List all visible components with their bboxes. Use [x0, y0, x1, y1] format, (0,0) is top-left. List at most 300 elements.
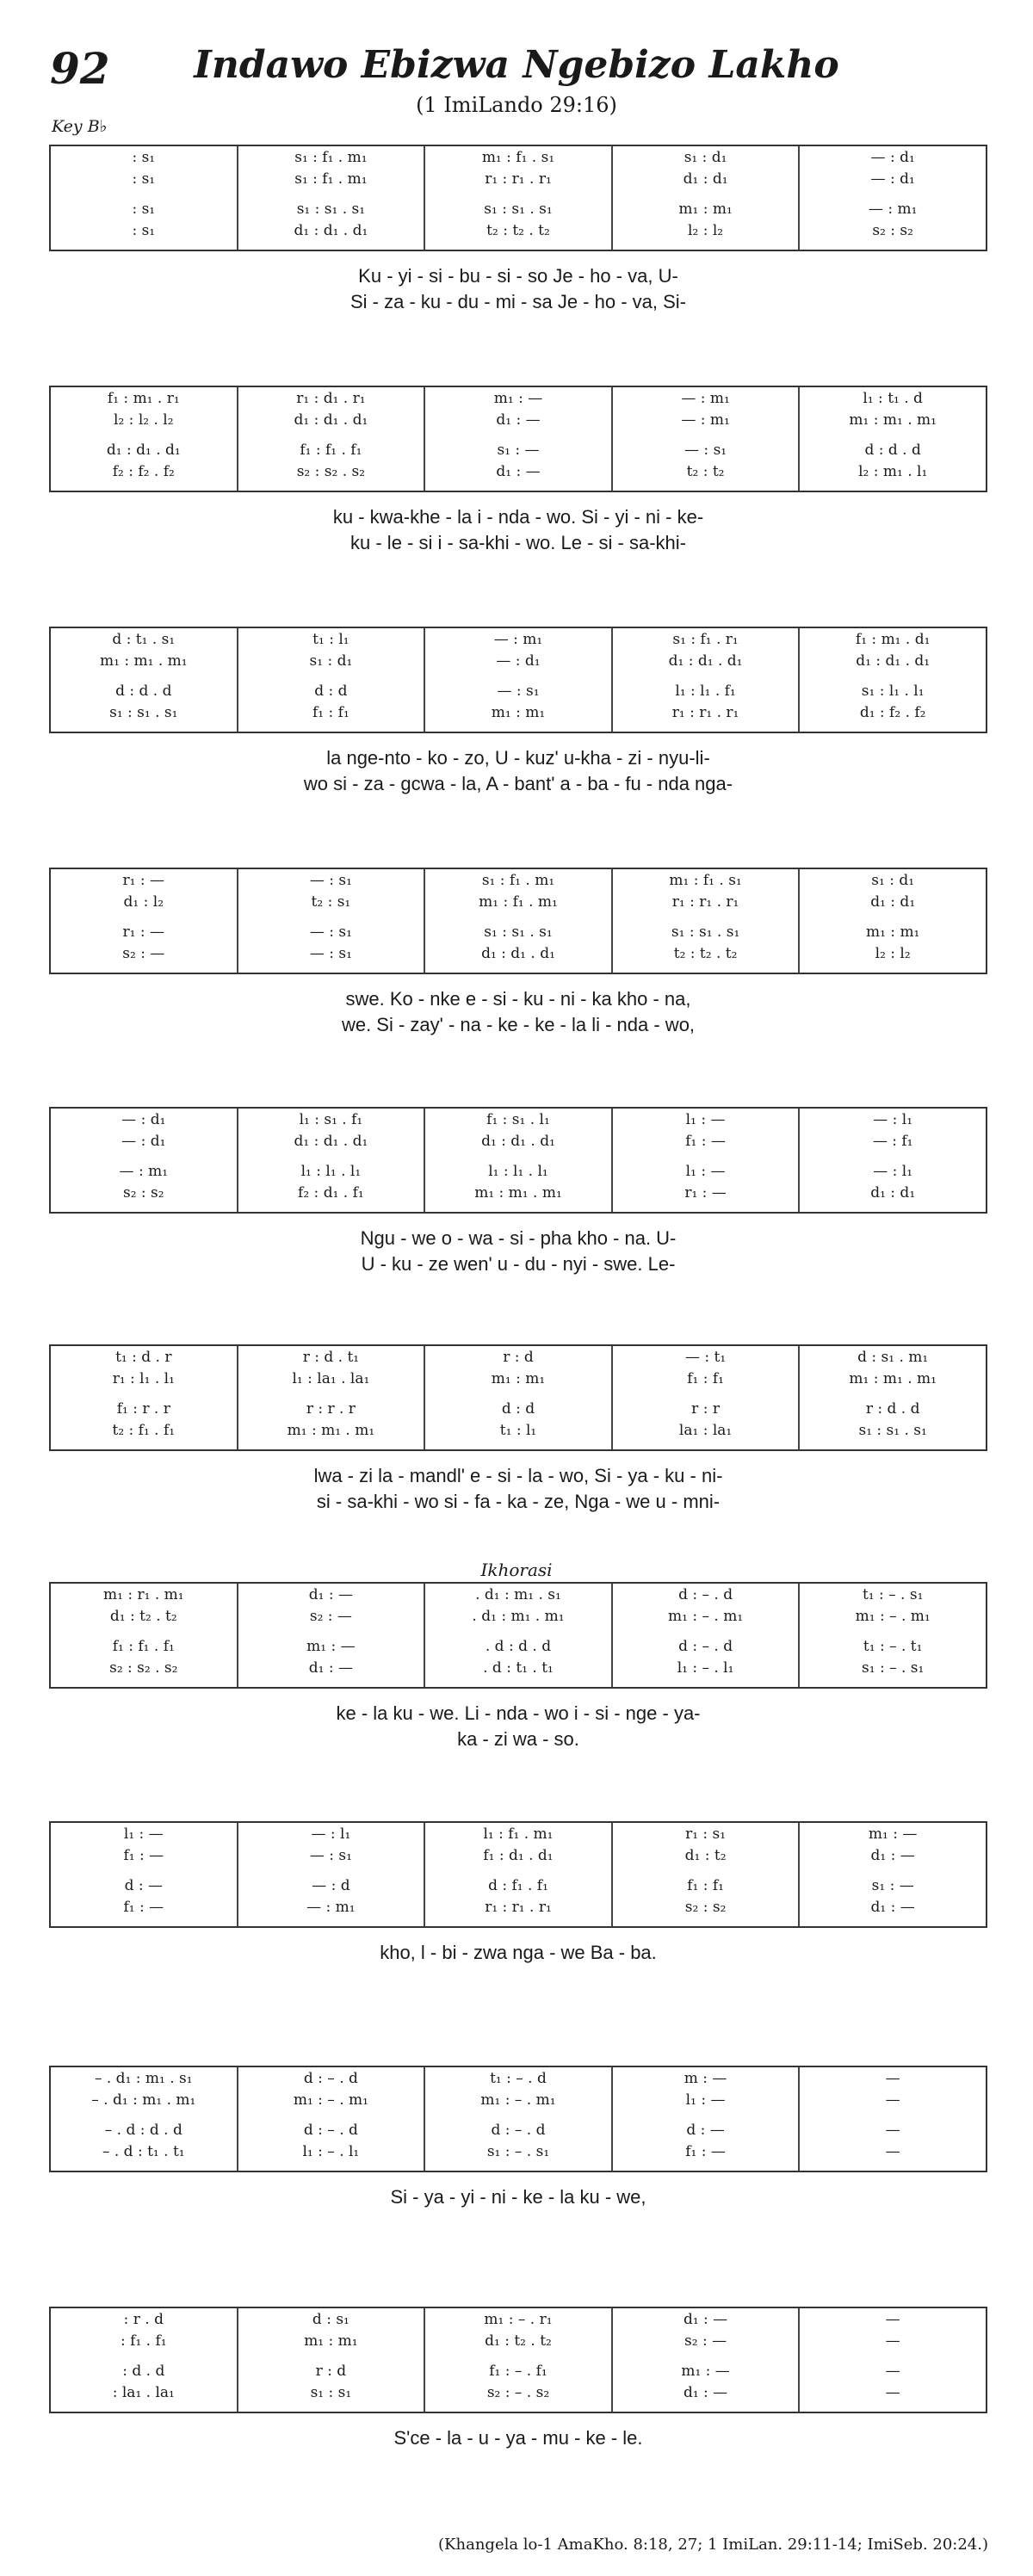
voice-part-alto: r₁ : r₁ . r₁	[671, 893, 739, 911]
voice-part-bass: r₁ : r₁ . r₁	[485, 1898, 552, 1916]
voice-part-bass: s₂ : s₂ . s₂	[296, 462, 366, 480]
voice-part-alto: d₁ : d₁	[870, 893, 916, 911]
voice-part-tenor: — : s₁	[684, 441, 727, 459]
voice-part-soprano: s₁ : f₁ . m₁	[294, 148, 368, 166]
voice-part-bass: l₁ : – . l₁	[302, 2142, 360, 2160]
music-system	[49, 1107, 987, 1277]
measure	[424, 1109, 611, 1212]
voice-part-soprano: s₁ : f₁ . m₁	[481, 871, 555, 889]
voice-part-bass: l₂ : m₁ . l₁	[858, 462, 928, 480]
voice-part-alto: d₁ : —	[496, 411, 541, 429]
voice-part-soprano: f₁ : m₁ . d₁	[855, 630, 931, 648]
lyric-line: Si - ya - yi - ni - ke - la ku - we,	[390, 2186, 646, 2208]
voice-part-soprano: t₁ : d . r	[115, 1348, 172, 1366]
voice-part-tenor: d : – . d	[303, 2121, 358, 2139]
hymn-title: Indawo Ebizwa Ngebizo Lakho	[194, 43, 839, 87]
voice-part-tenor: : d . d	[122, 2362, 165, 2380]
voice-part-bass: r₁ : r₁ . r₁	[671, 703, 739, 721]
voice-part-soprano: —	[885, 2310, 900, 2328]
measure	[424, 2308, 611, 2412]
voice-part-alto: : s₁	[132, 170, 156, 188]
voice-part-tenor: r : d . d	[865, 1399, 920, 1418]
voice-part-bass: f₂ : f₂ . f₂	[112, 462, 175, 480]
measure	[611, 1584, 799, 1687]
lyric-line: si - sa-khi - wo si - fa - ka - ze, Nga - we u - mni-	[316, 1491, 721, 1512]
voice-part-tenor: f₁ : r . r	[116, 1399, 170, 1418]
voice-part-bass: s₂ : s₂	[872, 221, 913, 239]
music-system	[49, 386, 987, 556]
voice-part-soprano: m₁ : f₁ . s₁	[481, 148, 555, 166]
measure	[611, 1109, 799, 1212]
measure	[798, 2067, 986, 2171]
voice-part-tenor: —	[885, 2362, 900, 2380]
voice-part-bass: d₁ : —	[308, 1659, 353, 1677]
lyrics-block	[49, 1463, 987, 1515]
voice-part-soprano: . d₁ : m₁ . s₁	[475, 1585, 561, 1603]
voice-part-soprano: r : d	[503, 1348, 534, 1366]
voice-part-alto: — : d₁	[496, 652, 541, 670]
measure	[51, 1109, 237, 1212]
voice-part-bass: l₂ : l₂	[875, 944, 911, 962]
solfa-staff	[49, 1821, 987, 1928]
voice-part-bass: s₂ : s₂	[122, 1183, 164, 1202]
voice-part-bass: r₁ : —	[684, 1183, 727, 1202]
voice-part-soprano: — : m₁	[493, 630, 543, 648]
voice-part-soprano: s₁ : f₁ . r₁	[672, 630, 739, 648]
voice-part-soprano: — : d₁	[870, 148, 915, 166]
measure	[798, 1109, 986, 1212]
voice-part-alto: m₁ : m₁ . m₁	[849, 1369, 937, 1387]
voice-part-tenor: f₁ : – . f₁	[489, 2362, 547, 2380]
footnote-references: (Khangela lo-1 AmaKho. 8:18, 27; 1 ImiLan. 29:11-14; ImiSeb. 20:24.)	[438, 2536, 988, 2554]
voice-part-alto: —	[885, 2091, 900, 2109]
voice-part-bass: s₁ : – . s₁	[862, 1659, 925, 1677]
voice-part-tenor: s₁ : s₁ . s₁	[671, 923, 740, 941]
music-system	[49, 2307, 987, 2451]
voice-part-bass: s₂ : s₂	[684, 1898, 727, 1916]
measure	[611, 1346, 799, 1449]
voice-part-alto: d₁ : d₁ . d₁	[294, 411, 368, 429]
voice-part-soprano: l₁ : s₁ . f₁	[299, 1110, 363, 1128]
voice-part-alto: d₁ : d₁ . d₁	[668, 652, 743, 670]
measure	[798, 1346, 986, 1449]
voice-part-alto: m₁ : – . m₁	[293, 2091, 368, 2109]
voice-part-alto: f₁ : —	[123, 1846, 164, 1864]
voice-part-tenor: – . d : d . d	[104, 2121, 182, 2139]
measure	[798, 1584, 986, 1687]
measure	[611, 869, 799, 973]
voice-part-tenor: d : —	[686, 2121, 725, 2139]
voice-part-bass: s₁ : s₁ . s₁	[109, 703, 178, 721]
voice-part-alto: d₁ : l₂	[123, 893, 164, 911]
voice-part-alto: — : d₁	[870, 170, 915, 188]
voice-part-soprano: — : d₁	[121, 1110, 166, 1128]
measure	[51, 869, 237, 973]
voice-part-bass: l₂ : l₂	[688, 221, 724, 239]
voice-part-bass: d₁ : —	[496, 462, 541, 480]
voice-part-soprano: l₁ : —	[685, 1110, 726, 1128]
measure	[798, 146, 986, 250]
voice-part-tenor: — : d	[312, 1876, 350, 1894]
voice-part-bass: s₂ : – . s₂	[486, 2383, 550, 2401]
hymn-scripture-reference: (1 ImiLando 29:16)	[416, 93, 617, 117]
voice-part-alto: d₁ : t₂ . t₂	[109, 1607, 177, 1625]
voice-part-soprano: d : – . d	[678, 1585, 733, 1603]
voice-part-alto: – . d₁ : m₁ . m₁	[91, 2091, 196, 2109]
voice-part-tenor: l₁ : —	[685, 1162, 726, 1180]
voice-part-bass: f₁ : —	[123, 1898, 164, 1916]
lyrics-block	[49, 2184, 987, 2210]
music-system	[49, 627, 987, 797]
voice-part-bass: —	[885, 2142, 900, 2160]
measure	[51, 146, 237, 250]
voice-part-soprano: s₁ : d₁	[684, 148, 727, 166]
voice-part-alto: s₂ : —	[309, 1607, 352, 1625]
voice-part-soprano: m₁ : – . r₁	[484, 2310, 553, 2328]
voice-part-soprano: — : l₁	[311, 1825, 351, 1843]
voice-part-alto: r₁ : r₁ . r₁	[485, 170, 552, 188]
voice-part-soprano: d₁ : —	[683, 2310, 728, 2328]
voice-part-alto: s₂ : —	[684, 2332, 727, 2350]
measure	[51, 2308, 237, 2412]
voice-part-soprano: : s₁	[132, 148, 156, 166]
voice-part-alto: m₁ : m₁ . m₁	[100, 652, 188, 670]
voice-part-tenor: d : d . d	[864, 441, 921, 459]
voice-part-soprano: m : —	[684, 2069, 727, 2087]
measure	[798, 387, 986, 491]
solfa-staff	[49, 145, 987, 251]
voice-part-tenor: f₁ : f₁ . f₁	[300, 441, 362, 459]
voice-part-tenor: l₁ : l₁ . l₁	[300, 1162, 362, 1180]
measure	[237, 628, 424, 732]
voice-part-tenor: — : m₁	[868, 200, 918, 218]
lyric-line: Ngu - we o - wa - si - pha kho - na. U-	[360, 1227, 677, 1249]
voice-part-alto: — : d₁	[121, 1132, 166, 1150]
voice-part-soprano: f₁ : s₁ . l₁	[486, 1110, 550, 1128]
voice-part-tenor: l₁ : l₁ . l₁	[488, 1162, 548, 1180]
measure	[611, 146, 799, 250]
lyric-line: S'ce - la - u - ya - mu - ke - le.	[393, 2427, 643, 2449]
voice-part-soprano: r₁ : —	[122, 871, 165, 889]
voice-part-alto: s₁ : f₁ . m₁	[294, 170, 368, 188]
voice-part-tenor: : s₁	[132, 200, 156, 218]
voice-part-tenor: s₁ : s₁ . s₁	[484, 923, 553, 941]
measure	[424, 1823, 611, 1926]
lyric-line: ku - kwa-khe - la i - nda - wo. Si - yi - ni - ke-	[332, 506, 704, 528]
voice-part-alto: s₁ : d₁	[309, 652, 353, 670]
lyrics-block	[49, 2425, 987, 2451]
measure	[51, 387, 237, 491]
voice-part-soprano: t₁ : l₁	[312, 630, 349, 648]
voice-part-tenor: l₁ : l₁ . f₁	[675, 682, 736, 700]
solfa-staff	[49, 868, 987, 974]
voice-part-soprano: t₁ : – . d	[490, 2069, 547, 2087]
measure	[237, 1109, 424, 1212]
voice-part-soprano: l₁ : t₁ . d	[863, 389, 923, 407]
voice-part-tenor: r : r . r	[306, 1399, 356, 1418]
voice-part-soprano: l₁ : —	[123, 1825, 164, 1843]
voice-part-tenor: m₁ : —	[681, 2362, 730, 2380]
voice-part-soprano: r₁ : s₁	[685, 1825, 727, 1843]
voice-part-alto: —	[885, 2332, 900, 2350]
lyrics-block	[49, 1940, 987, 1966]
music-system	[49, 868, 987, 1038]
voice-part-tenor: m₁ : m₁	[678, 200, 733, 218]
voice-part-bass: m₁ : m₁ . m₁	[287, 1421, 375, 1439]
measure	[424, 869, 611, 973]
voice-part-alto: m₁ : – . m₁	[855, 1607, 931, 1625]
voice-part-tenor: d₁ : d₁ . d₁	[106, 441, 181, 459]
voice-part-soprano: s₁ : d₁	[871, 871, 915, 889]
measure	[51, 628, 237, 732]
voice-part-alto: r₁ : l₁ . l₁	[112, 1369, 175, 1387]
key-signature: Key B♭	[52, 117, 108, 136]
voice-part-tenor: — : l₁	[873, 1162, 913, 1180]
voice-part-bass: f₁ : f₁	[312, 703, 349, 721]
voice-part-alto: d₁ : t₂	[684, 1846, 727, 1864]
solfa-staff	[49, 2066, 987, 2172]
voice-part-soprano: d : – . d	[303, 2069, 358, 2087]
voice-part-alto: d₁ : —	[870, 1846, 915, 1864]
voice-part-alto: : f₁ . f₁	[121, 2332, 167, 2350]
voice-part-tenor: d : f₁ . f₁	[488, 1876, 548, 1894]
voice-part-soprano: — : t₁	[684, 1348, 727, 1366]
voice-part-tenor: r : d	[315, 2362, 347, 2380]
voice-part-bass: d₁ : —	[870, 1898, 915, 1916]
voice-part-bass: s₁ : s₁ . s₁	[858, 1421, 927, 1439]
voice-part-soprano: – . d₁ : m₁ . s₁	[94, 2069, 193, 2087]
voice-part-bass: d₁ : d₁ . d₁	[481, 944, 555, 962]
voice-part-tenor: r : r	[691, 1399, 720, 1418]
music-system	[49, 2066, 987, 2210]
voice-part-soprano: l₁ : f₁ . m₁	[483, 1825, 554, 1843]
voice-part-alto: t₂ : s₁	[311, 893, 351, 911]
voice-part-alto: m₁ : – . m₁	[668, 1607, 744, 1625]
measure	[51, 1823, 237, 1926]
voice-part-alto: m₁ : m₁	[491, 1369, 546, 1387]
lyrics-block	[49, 745, 987, 797]
voice-part-bass: t₂ : t₂	[686, 462, 725, 480]
measure	[237, 1823, 424, 1926]
solfa-staff	[49, 2307, 987, 2413]
voice-part-tenor: s₁ : —	[497, 441, 540, 459]
voice-part-bass: t₂ : t₂ . t₂	[486, 221, 550, 239]
voice-part-soprano: m₁ : —	[868, 1825, 918, 1843]
voice-part-tenor: —	[885, 2121, 900, 2139]
voice-part-alto: f₁ : —	[685, 1132, 726, 1150]
voice-part-bass: m₁ : m₁	[491, 703, 546, 721]
lyric-line: kho, l - bi - zwa nga - we Ba - ba.	[380, 1942, 657, 1963]
solfa-staff	[49, 1582, 987, 1689]
music-system	[49, 1821, 987, 1966]
voice-part-tenor: d : d . d	[115, 682, 172, 700]
voice-part-bass: f₂ : d₁ . f₁	[298, 1183, 364, 1202]
voice-part-alto: l₂ : l₂ . l₂	[114, 411, 174, 429]
voice-part-alto: f₁ : d₁ . d₁	[483, 1846, 554, 1864]
measure	[798, 869, 986, 973]
lyrics-block	[49, 986, 987, 1038]
voice-part-tenor: r₁ : —	[122, 923, 165, 941]
voice-part-tenor: — : s₁	[497, 682, 540, 700]
lyric-line: ku - le - si i - sa-khi - wo. Le - si - sa-khi-	[350, 532, 686, 553]
voice-part-tenor: d : —	[124, 1876, 163, 1894]
voice-part-alto: m₁ : m₁ . m₁	[849, 411, 937, 429]
measure	[611, 387, 799, 491]
music-system	[49, 1344, 987, 1515]
measure	[237, 1584, 424, 1687]
measure	[424, 1346, 611, 1449]
lyric-line: ke - la ku - we. Li - nda - wo i - si - nge - ya-	[336, 1702, 701, 1724]
voice-part-soprano: — : l₁	[873, 1110, 913, 1128]
measure	[237, 869, 424, 973]
measure	[51, 1346, 237, 1449]
measure	[424, 1584, 611, 1687]
lyric-line: swe. Ko - nke e - si - ku - ni - ka kho - na,	[345, 988, 691, 1010]
voice-part-bass: — : s₁	[309, 944, 352, 962]
voice-part-soprano: d : s₁	[312, 2310, 349, 2328]
voice-part-alto: m₁ : m₁	[304, 2332, 358, 2350]
voice-part-alto: d₁ : d₁ . d₁	[856, 652, 931, 670]
voice-part-tenor: d : – . d	[491, 2121, 546, 2139]
voice-part-alto: m₁ : – . m₁	[480, 2091, 556, 2109]
music-system	[49, 145, 987, 315]
measure	[237, 1346, 424, 1449]
voice-part-alto: d₁ : d₁ . d₁	[481, 1132, 555, 1150]
lyrics-block	[49, 504, 987, 556]
voice-part-soprano: d₁ : —	[308, 1585, 353, 1603]
voice-part-alto: . d₁ : m₁ . m₁	[472, 1607, 565, 1625]
voice-part-soprano: m₁ : r₁ . m₁	[103, 1585, 184, 1603]
hymn-number: 92	[50, 43, 110, 94]
voice-part-alto: f₁ : f₁	[687, 1369, 724, 1387]
voice-part-tenor: — : s₁	[309, 923, 352, 941]
measure	[424, 387, 611, 491]
measure	[237, 387, 424, 491]
solfa-staff	[49, 1344, 987, 1451]
voice-part-bass: la₁ : la₁	[678, 1421, 733, 1439]
voice-part-bass: : s₁	[132, 221, 156, 239]
measure	[798, 628, 986, 732]
voice-part-bass: d₁ : f₂ . f₂	[859, 703, 926, 721]
voice-part-alto: — : m₁	[681, 411, 730, 429]
solfa-staff	[49, 627, 987, 733]
voice-part-tenor: m₁ : —	[306, 1637, 356, 1655]
measure	[611, 2308, 799, 2412]
lyrics-block	[49, 1701, 987, 1752]
solfa-staff	[49, 386, 987, 492]
voice-part-tenor: d : d	[501, 1399, 535, 1418]
voice-part-soprano: d : s₁ . m₁	[857, 1348, 929, 1366]
voice-part-bass: f₁ : —	[685, 2142, 726, 2160]
voice-part-tenor: f₁ : f₁ . f₁	[112, 1637, 175, 1655]
lyrics-block	[49, 1226, 987, 1277]
voice-part-tenor: — : m₁	[119, 1162, 169, 1180]
voice-part-soprano: m₁ : f₁ . s₁	[669, 871, 742, 889]
voice-part-tenor: . d : d . d	[485, 1637, 552, 1655]
measure	[611, 2067, 799, 2171]
voice-part-tenor: s₁ : s₁ . s₁	[296, 200, 366, 218]
voice-part-bass: t₁ : l₁	[499, 1421, 537, 1439]
voice-part-bass: — : m₁	[306, 1898, 356, 1916]
voice-part-soprano: d : t₁ . s₁	[112, 630, 176, 648]
measure	[611, 628, 799, 732]
voice-part-bass: m₁ : m₁ . m₁	[474, 1183, 562, 1202]
voice-part-alto: m₁ : f₁ . m₁	[479, 893, 558, 911]
voice-part-bass: d₁ : —	[683, 2383, 728, 2401]
voice-part-bass: s₂ : s₂ . s₂	[109, 1659, 178, 1677]
lyric-line: U - ku - ze wen' u - du - nyi - swe. Le-	[361, 1253, 676, 1275]
voice-part-soprano: r : d . t₁	[302, 1348, 360, 1366]
lyric-line: wo si - za - gcwa - la, A - bant' a - ba - fu - nda nga-	[303, 773, 733, 794]
voice-part-soprano: — : s₁	[309, 871, 352, 889]
voice-part-bass: . d : t₁ . t₁	[483, 1659, 554, 1677]
lyric-line: Ku - yi - si - bu - si - so Je - ho - va, U-	[358, 265, 678, 287]
voice-part-bass: : la₁ . la₁	[112, 2383, 175, 2401]
measure	[237, 2308, 424, 2412]
voice-part-tenor: s₁ : l₁ . l₁	[861, 682, 925, 700]
voice-part-tenor: f₁ : f₁	[687, 1876, 724, 1894]
voice-part-alto: — : s₁	[309, 1846, 352, 1864]
voice-part-soprano: —	[885, 2069, 900, 2087]
voice-part-soprano: : r . d	[123, 2310, 164, 2328]
voice-part-tenor: d : – . d	[678, 1637, 733, 1655]
measure	[237, 2067, 424, 2171]
voice-part-tenor: s₁ : —	[871, 1876, 914, 1894]
voice-part-soprano: t₁ : – . s₁	[862, 1585, 924, 1603]
voice-part-bass: t₂ : t₂ . t₂	[673, 944, 738, 962]
measure	[424, 146, 611, 250]
voice-part-bass: s₁ : s₁	[310, 2383, 352, 2401]
measure	[51, 2067, 237, 2171]
voice-part-bass: – . d : t₁ . t₁	[102, 2142, 185, 2160]
voice-part-soprano: r₁ : d₁ . r₁	[296, 389, 366, 407]
voice-part-bass: d₁ : d₁ . d₁	[294, 221, 368, 239]
voice-part-tenor: t₁ : – . t₁	[863, 1637, 923, 1655]
voice-part-alto: — : f₁	[872, 1132, 913, 1150]
measure	[424, 2067, 611, 2171]
voice-part-tenor: s₁ : s₁ . s₁	[484, 200, 553, 218]
measure	[611, 1823, 799, 1926]
voice-part-soprano: f₁ : m₁ . r₁	[107, 389, 180, 407]
measure	[798, 2308, 986, 2412]
lyrics-block	[49, 263, 987, 315]
voice-part-bass: —	[885, 2383, 900, 2401]
voice-part-bass: s₁ : – . s₁	[486, 2142, 550, 2160]
voice-part-tenor: d : d	[314, 682, 348, 700]
voice-part-tenor: m₁ : m₁	[865, 923, 920, 941]
voice-part-bass: d₁ : d₁	[870, 1183, 916, 1202]
lyric-line: we. Si - zay' - na - ke - ke - la li - nda - wo,	[341, 1014, 696, 1035]
chorus-label: Ikhorasi	[480, 1560, 553, 1580]
voice-part-bass: s₂ : —	[122, 944, 165, 962]
lyric-line: la nge-nto - ko - zo, U - kuz' u-kha - zi - nyu-li-	[326, 747, 710, 769]
lyric-line: ka - zi wa - so.	[457, 1728, 579, 1750]
voice-part-bass: t₂ : f₁ . f₁	[112, 1421, 176, 1439]
music-system	[49, 1582, 987, 1752]
measure	[798, 1823, 986, 1926]
solfa-staff	[49, 1107, 987, 1214]
lyric-line: lwa - zi la - mandl' e - si - la - wo, Si - ya - ku - ni-	[313, 1465, 723, 1486]
voice-part-bass: l₁ : – . l₁	[677, 1659, 734, 1677]
voice-part-soprano: m₁ : —	[493, 389, 543, 407]
measure	[237, 146, 424, 250]
measure	[51, 1584, 237, 1687]
lyric-line: Si - za - ku - du - mi - sa Je - ho - va, Si-	[350, 291, 686, 312]
voice-part-alto: l₁ : —	[685, 2091, 726, 2109]
voice-part-alto: d₁ : d₁	[683, 170, 728, 188]
voice-part-soprano: — : m₁	[681, 389, 730, 407]
voice-part-alto: l₁ : la₁ . la₁	[292, 1369, 370, 1387]
